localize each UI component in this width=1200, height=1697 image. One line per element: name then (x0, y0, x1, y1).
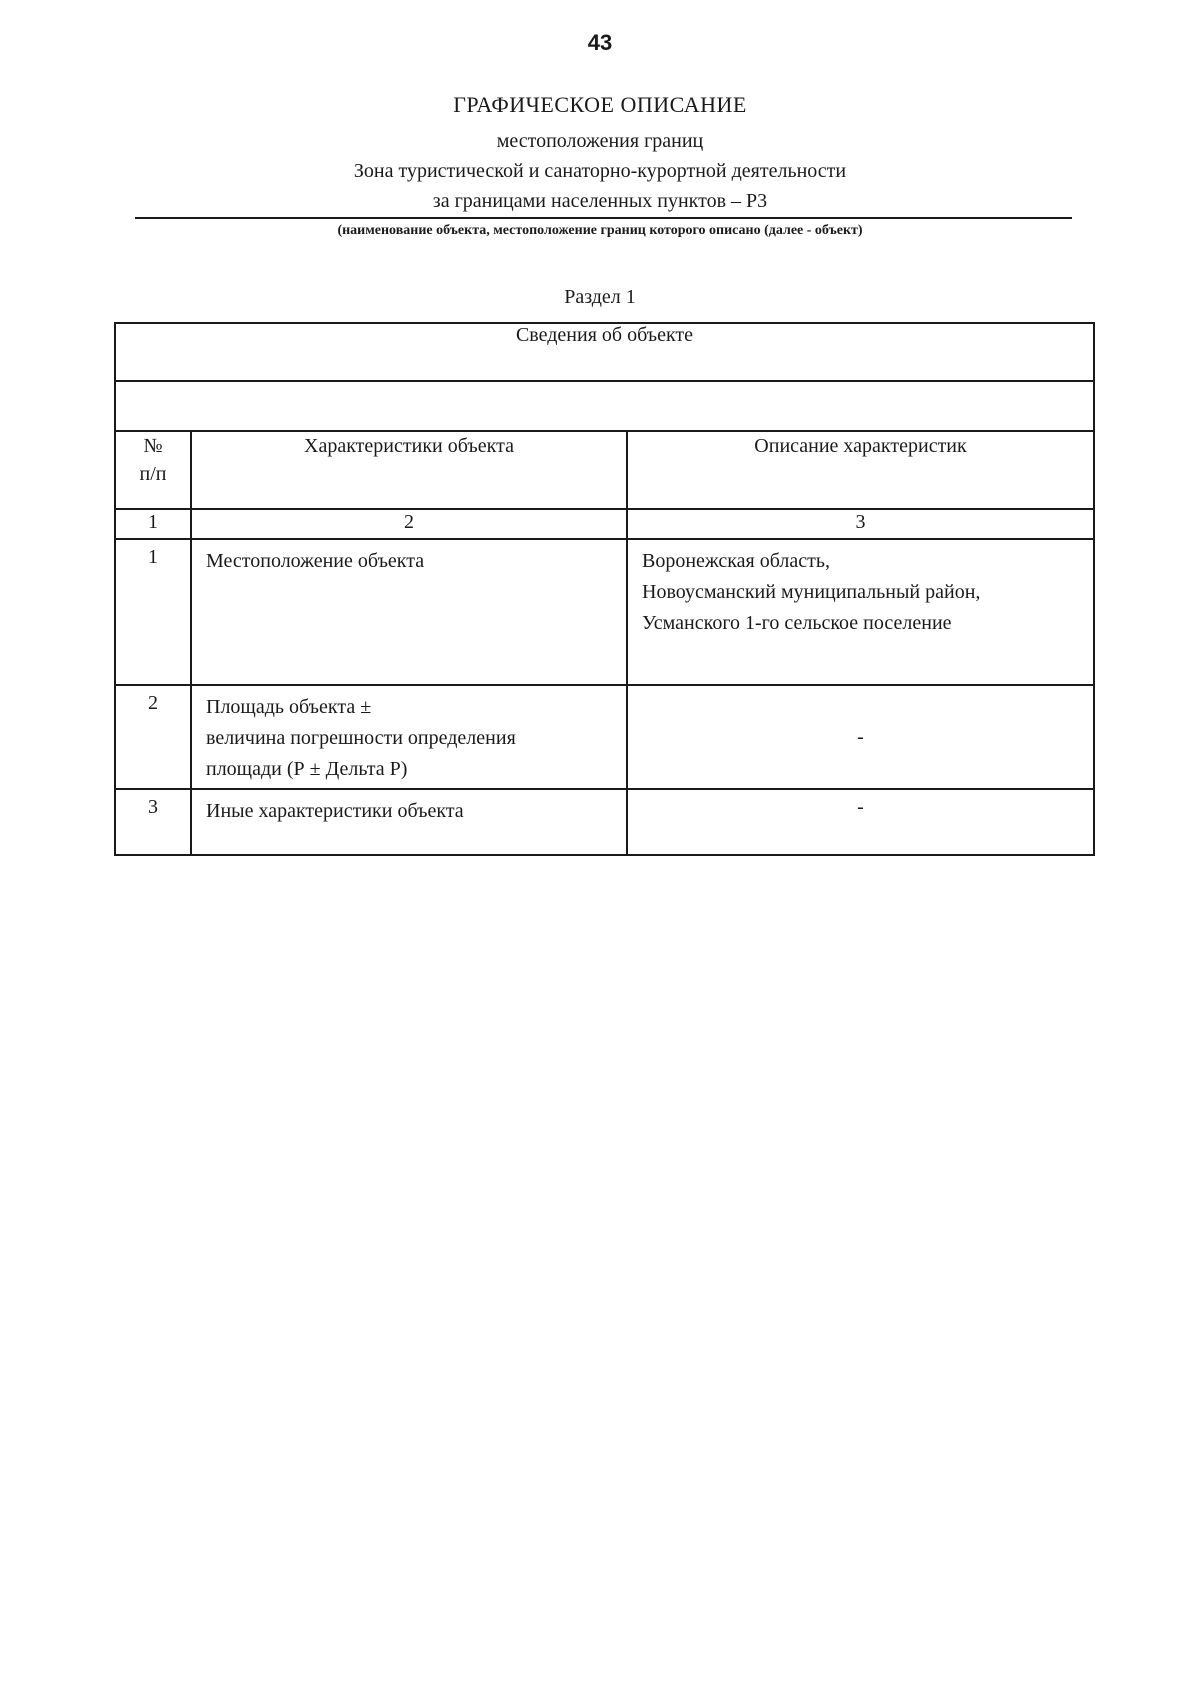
row-description: - (627, 685, 1094, 789)
column-number: 2 (191, 509, 627, 539)
row-description: - (627, 789, 1094, 855)
page-number: 43 (587, 30, 613, 55)
document-title: ГРАФИЧЕСКОЕ ОПИСАНИЕ (453, 92, 747, 117)
row-description: Воронежская область, Новоусманский муниципальный район, Усманского 1-го сельское поселение (627, 539, 1094, 685)
column-header-characteristics: Характеристики объекта (191, 431, 627, 509)
object-info-table (114, 322, 1095, 856)
table-row (115, 539, 1094, 685)
row-characteristic: Местоположение объекта (191, 539, 627, 685)
row-characteristic: Иные характеристики объекта (191, 789, 627, 855)
object-caption: (наименование объекта, местоположение границ которого описано (далее - объект) (337, 223, 863, 238)
row-number: 2 (115, 685, 191, 789)
table-empty-row (115, 381, 1094, 431)
document-subtitle-line2: Зона туристической и санаторно-курортной деятельности (353, 160, 847, 182)
row-characteristic: Площадь объекта ± величина погрешности определения площади (Р ± Дельта Р) (191, 685, 627, 789)
column-header-row (115, 431, 1094, 509)
document-subtitle-line1: местоположения границ (496, 130, 704, 152)
document-subtitle-line3: за границами населенных пунктов – Р3 (432, 190, 768, 212)
column-number: 3 (627, 509, 1094, 539)
table-heading: Сведения об объекте (115, 323, 1094, 381)
empty-cell (115, 381, 1094, 431)
table-row (115, 789, 1094, 855)
title-underline (135, 217, 1072, 219)
table-row (115, 685, 1094, 789)
column-numbers-row (115, 509, 1094, 539)
section-title: Раздел 1 (564, 286, 636, 308)
column-header-number: № п/п (115, 431, 191, 509)
column-number: 1 (115, 509, 191, 539)
row-number: 3 (115, 789, 191, 855)
column-header-description: Описание характеристик (627, 431, 1094, 509)
row-number: 1 (115, 539, 191, 685)
table-heading-row (115, 323, 1094, 381)
